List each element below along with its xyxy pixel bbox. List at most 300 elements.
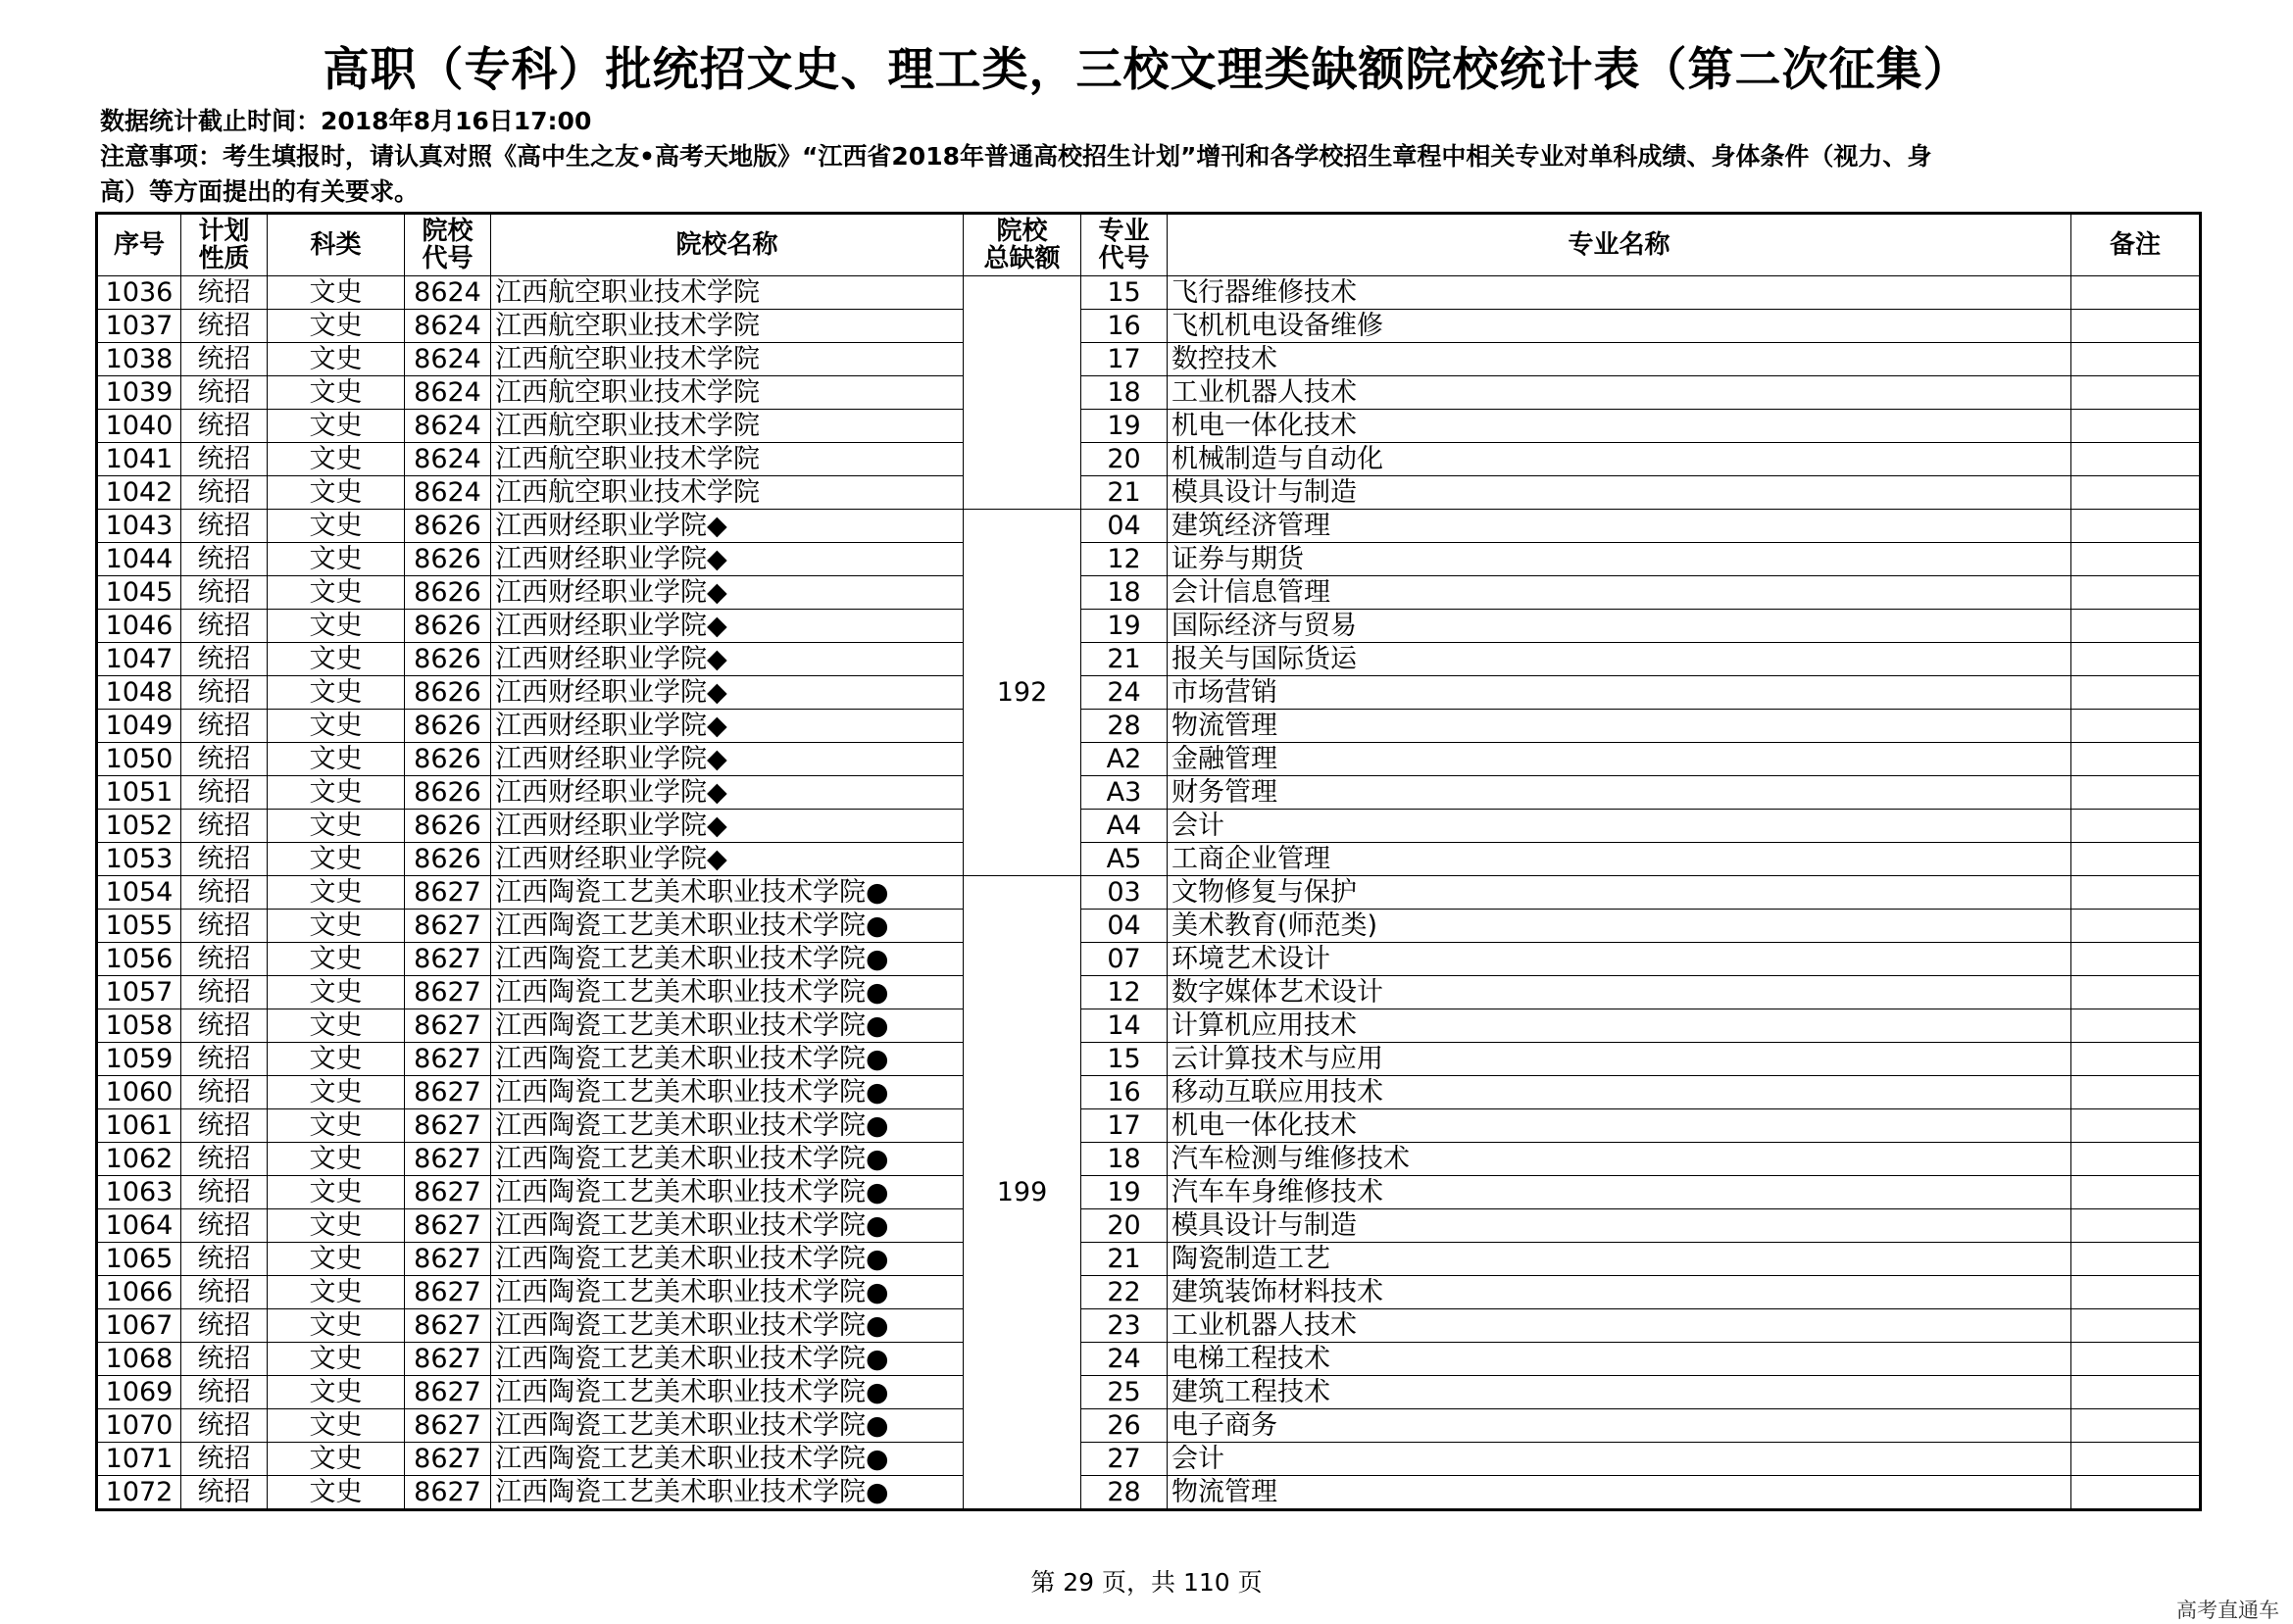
- cell-major-code: 20: [1081, 1209, 1168, 1243]
- table-row: [97, 1243, 2201, 1276]
- cell-school-code: 8627: [405, 1376, 491, 1409]
- table-row: [97, 643, 2201, 676]
- cell-major-code: 14: [1081, 1009, 1168, 1043]
- cell-category: 文史: [268, 1409, 405, 1443]
- cell-school-code: 8627: [405, 1176, 491, 1209]
- cell-school-name: 江西财经职业学院◆: [491, 743, 964, 776]
- cell-school-code: 8627: [405, 910, 491, 943]
- cell-school-name: 江西陶瓷工艺美术职业技术学院●: [491, 1109, 964, 1143]
- cell-major-name: 物流管理: [1168, 710, 2071, 743]
- cell-school-code: 8624: [405, 476, 491, 510]
- cell-school-code: 8626: [405, 543, 491, 576]
- cell-major-code: A2: [1081, 743, 1168, 776]
- cell-seq: 1040: [97, 410, 181, 443]
- cell-major-name: 市场营销: [1168, 676, 2071, 710]
- table-row: [97, 576, 2201, 610]
- cell-major-name: 数控技术: [1168, 343, 2071, 376]
- table-row: [97, 1009, 2201, 1043]
- cell-seq: 1041: [97, 443, 181, 476]
- cell-plan: 统招: [181, 543, 268, 576]
- cell-seq: 1037: [97, 310, 181, 343]
- cell-school-name: 江西陶瓷工艺美术职业技术学院●: [491, 1076, 964, 1109]
- cell-school-code: 8627: [405, 1243, 491, 1276]
- table-row: [97, 1076, 2201, 1109]
- table-row: [97, 310, 2201, 343]
- cell-remark: [2071, 576, 2201, 610]
- cell-school-name: 江西陶瓷工艺美术职业技术学院●: [491, 1343, 964, 1376]
- cell-school-name: 江西财经职业学院◆: [491, 643, 964, 676]
- cell-school-code: 8624: [405, 310, 491, 343]
- cell-remark: [2071, 776, 2201, 810]
- cell-school-code: 8624: [405, 343, 491, 376]
- table-row: [97, 843, 2201, 876]
- cell-remark: [2071, 610, 2201, 643]
- cell-remark: [2071, 376, 2201, 410]
- cell-major-name: 国际经济与贸易: [1168, 610, 2071, 643]
- cell-school-code: 8624: [405, 443, 491, 476]
- table-row: [97, 476, 2201, 510]
- cell-school-code: 8626: [405, 843, 491, 876]
- cell-major-code: 15: [1081, 1043, 1168, 1076]
- cell-school-code: 8627: [405, 876, 491, 910]
- cell-school-code: 8626: [405, 576, 491, 610]
- cell-school-code: 8627: [405, 1109, 491, 1143]
- cell-school-code: 8627: [405, 1043, 491, 1076]
- cell-major-code: 03: [1081, 876, 1168, 910]
- cell-major-code: 20: [1081, 443, 1168, 476]
- cell-plan: 统招: [181, 276, 268, 310]
- cell-remark: [2071, 1476, 2201, 1510]
- cell-category: 文史: [268, 810, 405, 843]
- cell-school-code: 8627: [405, 1276, 491, 1309]
- cell-plan: 统招: [181, 310, 268, 343]
- table-row: [97, 810, 2201, 843]
- cell-seq: 1067: [97, 1309, 181, 1343]
- table-row: [97, 910, 2201, 943]
- table-body: [97, 276, 2201, 1510]
- cell-school-name: 江西财经职业学院◆: [491, 776, 964, 810]
- cell-school-name: 江西航空职业技术学院: [491, 476, 964, 510]
- table-row: [97, 1176, 2201, 1209]
- cell-school-name: 江西航空职业技术学院: [491, 410, 964, 443]
- cell-major-code: 07: [1081, 943, 1168, 976]
- cell-remark: [2071, 876, 2201, 910]
- cell-remark: [2071, 1343, 2201, 1376]
- cell-seq: 1057: [97, 976, 181, 1009]
- cell-seq: 1050: [97, 743, 181, 776]
- cell-school-code: 8624: [405, 410, 491, 443]
- cell-school-code: 8627: [405, 1209, 491, 1243]
- cell-school-vacancy: [964, 276, 1081, 510]
- cell-major-name: 计算机应用技术: [1168, 1009, 2071, 1043]
- cell-major-code: 19: [1081, 1176, 1168, 1209]
- cell-category: 文史: [268, 1309, 405, 1343]
- header-major-code: 专业 代号: [1081, 214, 1168, 276]
- cell-school-name: 江西航空职业技术学院: [491, 443, 964, 476]
- cell-remark: [2071, 843, 2201, 876]
- cell-remark: [2071, 1009, 2201, 1043]
- cell-plan: 统招: [181, 910, 268, 943]
- cell-seq: 1039: [97, 376, 181, 410]
- cell-major-code: 28: [1081, 1476, 1168, 1510]
- table-row: [97, 276, 2201, 310]
- cell-remark: [2071, 1143, 2201, 1176]
- cell-remark: [2071, 276, 2201, 310]
- cell-remark: [2071, 1443, 2201, 1476]
- cell-school-name: 江西财经职业学院◆: [491, 843, 964, 876]
- cell-category: 文史: [268, 1109, 405, 1143]
- cell-category: 文史: [268, 643, 405, 676]
- cell-plan: 统招: [181, 843, 268, 876]
- cell-remark: [2071, 443, 2201, 476]
- cell-plan: 统招: [181, 743, 268, 776]
- cell-category: 文史: [268, 410, 405, 443]
- cell-seq: 1061: [97, 1109, 181, 1143]
- cell-major-code: 21: [1081, 643, 1168, 676]
- cell-seq: 1055: [97, 910, 181, 943]
- cell-school-code: 8627: [405, 1309, 491, 1343]
- cell-category: 文史: [268, 543, 405, 576]
- cell-major-name: 会计: [1168, 810, 2071, 843]
- cell-major-code: 19: [1081, 410, 1168, 443]
- cell-remark: [2071, 1076, 2201, 1109]
- cell-major-name: 报关与国际货运: [1168, 643, 2071, 676]
- cell-major-code: 04: [1081, 910, 1168, 943]
- cell-major-name: 物流管理: [1168, 1476, 2071, 1510]
- cell-remark: [2071, 810, 2201, 843]
- cell-major-name: 移动互联应用技术: [1168, 1076, 2071, 1109]
- cell-remark: [2071, 1243, 2201, 1276]
- cell-school-name: 江西陶瓷工艺美术职业技术学院●: [491, 1376, 964, 1409]
- cell-plan: 统招: [181, 1209, 268, 1243]
- cell-remark: [2071, 976, 2201, 1009]
- cell-school-code: 8627: [405, 1409, 491, 1443]
- cell-school-code: 8626: [405, 776, 491, 810]
- table-header-row: [97, 214, 2201, 276]
- cell-school-code: 8627: [405, 1476, 491, 1510]
- cell-plan: 统招: [181, 343, 268, 376]
- cell-plan: 统招: [181, 1443, 268, 1476]
- cell-category: 文史: [268, 576, 405, 610]
- cell-major-code: 25: [1081, 1376, 1168, 1409]
- cell-category: 文史: [268, 1243, 405, 1276]
- cell-plan: 统招: [181, 676, 268, 710]
- cell-major-code: 16: [1081, 310, 1168, 343]
- table-row: [97, 1209, 2201, 1243]
- cell-category: 文史: [268, 710, 405, 743]
- cell-seq: 1049: [97, 710, 181, 743]
- cell-plan: 统招: [181, 643, 268, 676]
- cell-major-code: 18: [1081, 576, 1168, 610]
- cell-seq: 1072: [97, 1476, 181, 1510]
- header-remark: 备注: [2071, 214, 2201, 276]
- cell-remark: [2071, 1209, 2201, 1243]
- cell-plan: 统招: [181, 1409, 268, 1443]
- cell-major-code: 16: [1081, 1076, 1168, 1109]
- cell-category: 文史: [268, 510, 405, 543]
- cell-major-code: 18: [1081, 376, 1168, 410]
- cell-plan: 统招: [181, 776, 268, 810]
- cell-major-code: 28: [1081, 710, 1168, 743]
- cell-school-name: 江西陶瓷工艺美术职业技术学院●: [491, 1043, 964, 1076]
- table-row: [97, 376, 2201, 410]
- cell-major-name: 模具设计与制造: [1168, 476, 2071, 510]
- cell-remark: [2071, 1176, 2201, 1209]
- cell-school-name: 江西航空职业技术学院: [491, 376, 964, 410]
- cell-category: 文史: [268, 1143, 405, 1176]
- cell-remark: [2071, 1409, 2201, 1443]
- cell-major-name: 会计信息管理: [1168, 576, 2071, 610]
- cell-major-code: 15: [1081, 276, 1168, 310]
- cell-plan: 统招: [181, 1243, 268, 1276]
- table-row: [97, 1309, 2201, 1343]
- cell-remark: [2071, 1376, 2201, 1409]
- cell-plan: 统招: [181, 710, 268, 743]
- cell-seq: 1056: [97, 943, 181, 976]
- cell-remark: [2071, 310, 2201, 343]
- table-row: [97, 610, 2201, 643]
- cell-category: 文史: [268, 610, 405, 643]
- cell-seq: 1068: [97, 1343, 181, 1376]
- cell-plan: 统招: [181, 376, 268, 410]
- cell-school-name: 江西财经职业学院◆: [491, 543, 964, 576]
- cell-category: 文史: [268, 1476, 405, 1510]
- cell-major-code: A5: [1081, 843, 1168, 876]
- cell-category: 文史: [268, 1443, 405, 1476]
- cell-school-vacancy: 192: [964, 510, 1081, 876]
- cell-seq: 1054: [97, 876, 181, 910]
- cell-seq: 1066: [97, 1276, 181, 1309]
- table-row: [97, 1443, 2201, 1476]
- table-row: [97, 1043, 2201, 1076]
- cell-category: 文史: [268, 276, 405, 310]
- cell-category: 文史: [268, 1376, 405, 1409]
- table-row: [97, 676, 2201, 710]
- cell-school-code: 8626: [405, 810, 491, 843]
- cell-plan: 统招: [181, 1309, 268, 1343]
- cell-seq: 1071: [97, 1443, 181, 1476]
- cell-school-name: 江西财经职业学院◆: [491, 810, 964, 843]
- table-row: [97, 510, 2201, 543]
- cell-school-name: 江西财经职业学院◆: [491, 576, 964, 610]
- cell-plan: 统招: [181, 610, 268, 643]
- table-row: [97, 1343, 2201, 1376]
- cell-plan: 统招: [181, 443, 268, 476]
- cell-remark: [2071, 510, 2201, 543]
- table-row: [97, 1276, 2201, 1309]
- cell-plan: 统招: [181, 1376, 268, 1409]
- cell-major-name: 建筑装饰材料技术: [1168, 1276, 2071, 1309]
- cell-plan: 统招: [181, 1476, 268, 1510]
- cell-category: 文史: [268, 1176, 405, 1209]
- cell-category: 文史: [268, 476, 405, 510]
- cell-remark: [2071, 1276, 2201, 1309]
- cell-school-name: 江西航空职业技术学院: [491, 310, 964, 343]
- table-row: [97, 876, 2201, 910]
- cell-major-name: 汽车车身维修技术: [1168, 1176, 2071, 1209]
- header-school-vacancy: 院校 总缺额: [964, 214, 1081, 276]
- cell-major-name: 云计算技术与应用: [1168, 1043, 2071, 1076]
- cell-remark: [2071, 910, 2201, 943]
- cell-remark: [2071, 476, 2201, 510]
- cell-school-code: 8626: [405, 743, 491, 776]
- watermark: 高考直通车: [2176, 1599, 2279, 1622]
- cell-major-name: 环境艺术设计: [1168, 943, 2071, 976]
- cell-remark: [2071, 676, 2201, 710]
- cell-remark: [2071, 543, 2201, 576]
- cell-plan: 统招: [181, 410, 268, 443]
- cell-school-code: 8626: [405, 710, 491, 743]
- cell-plan: 统招: [181, 876, 268, 910]
- cell-remark: [2071, 710, 2201, 743]
- cell-major-code: 18: [1081, 1143, 1168, 1176]
- table-row: [97, 1376, 2201, 1409]
- cell-plan: 统招: [181, 1076, 268, 1109]
- cell-category: 文史: [268, 976, 405, 1009]
- cell-major-name: 工业机器人技术: [1168, 1309, 2071, 1343]
- cell-category: 文史: [268, 1209, 405, 1243]
- cell-school-name: 江西财经职业学院◆: [491, 510, 964, 543]
- cell-seq: 1036: [97, 276, 181, 310]
- cell-seq: 1046: [97, 610, 181, 643]
- cell-school-name: 江西陶瓷工艺美术职业技术学院●: [491, 910, 964, 943]
- cell-school-name: 江西财经职业学院◆: [491, 676, 964, 710]
- header-school-code: 院校 代号: [405, 214, 491, 276]
- cell-seq: 1065: [97, 1243, 181, 1276]
- cell-plan: 统招: [181, 510, 268, 543]
- cell-seq: 1063: [97, 1176, 181, 1209]
- cell-school-code: 8627: [405, 1143, 491, 1176]
- cell-seq: 1052: [97, 810, 181, 843]
- cell-school-name: 江西陶瓷工艺美术职业技术学院●: [491, 1476, 964, 1510]
- cell-major-name: 飞行器维修技术: [1168, 276, 2071, 310]
- page-number: 第 29 页，共 110 页: [1030, 1568, 1263, 1597]
- cell-seq: 1064: [97, 1209, 181, 1243]
- table-row: [97, 410, 2201, 443]
- cell-seq: 1060: [97, 1076, 181, 1109]
- cell-category: 文史: [268, 776, 405, 810]
- cell-school-name: 江西陶瓷工艺美术职业技术学院●: [491, 1009, 964, 1043]
- cell-seq: 1070: [97, 1409, 181, 1443]
- cell-category: 文史: [268, 743, 405, 776]
- cell-school-code: 8627: [405, 1443, 491, 1476]
- table-row: [97, 743, 2201, 776]
- cell-seq: 1059: [97, 1043, 181, 1076]
- cell-major-code: 26: [1081, 1409, 1168, 1443]
- cell-category: 文史: [268, 1076, 405, 1109]
- table-row: [97, 943, 2201, 976]
- notice-line-1: 注意事项：考生填报时，请认真对照《高中生之友•高考天地版》“江西省2018年普通高校招生计划”增刊和各学校招生章程中相关专业对单科成绩、身体条件（视力、身: [100, 142, 1932, 171]
- cutoff-time: 数据统计截止时间：2018年8月16日17:00: [100, 107, 592, 135]
- cell-seq: 1058: [97, 1009, 181, 1043]
- cell-major-name: 工业机器人技术: [1168, 376, 2071, 410]
- table-row: [97, 543, 2201, 576]
- vacancy-table: [95, 212, 2202, 1511]
- cell-major-code: 17: [1081, 1109, 1168, 1143]
- cell-major-name: 美术教育(师范类): [1168, 910, 2071, 943]
- cell-major-name: 模具设计与制造: [1168, 1209, 2071, 1243]
- cell-plan: 统招: [181, 810, 268, 843]
- cell-school-name: 江西航空职业技术学院: [491, 276, 964, 310]
- cell-category: 文史: [268, 1043, 405, 1076]
- cell-school-code: 8627: [405, 1076, 491, 1109]
- table-row: [97, 710, 2201, 743]
- cell-plan: 统招: [181, 476, 268, 510]
- cell-school-code: 8627: [405, 943, 491, 976]
- cell-plan: 统招: [181, 1109, 268, 1143]
- cell-school-code: 8626: [405, 510, 491, 543]
- cell-major-code: 21: [1081, 1243, 1168, 1276]
- cell-category: 文史: [268, 910, 405, 943]
- cell-seq: 1053: [97, 843, 181, 876]
- cell-school-code: 8627: [405, 1343, 491, 1376]
- cell-major-name: 工商企业管理: [1168, 843, 2071, 876]
- cell-category: 文史: [268, 676, 405, 710]
- cell-seq: 1048: [97, 676, 181, 710]
- table-row: [97, 443, 2201, 476]
- cell-category: 文史: [268, 1009, 405, 1043]
- cell-category: 文史: [268, 310, 405, 343]
- cell-major-code: 27: [1081, 1443, 1168, 1476]
- cell-school-code: 8624: [405, 376, 491, 410]
- cell-seq: 1043: [97, 510, 181, 543]
- cell-seq: 1038: [97, 343, 181, 376]
- cell-school-name: 江西陶瓷工艺美术职业技术学院●: [491, 876, 964, 910]
- cell-category: 文史: [268, 943, 405, 976]
- cell-school-code: 8627: [405, 976, 491, 1009]
- cell-seq: 1047: [97, 643, 181, 676]
- cell-plan: 统招: [181, 576, 268, 610]
- cell-remark: [2071, 643, 2201, 676]
- cell-plan: 统招: [181, 943, 268, 976]
- cell-remark: [2071, 1043, 2201, 1076]
- table-row: [97, 1143, 2201, 1176]
- cell-school-name: 江西陶瓷工艺美术职业技术学院●: [491, 1409, 964, 1443]
- cell-school-name: 江西财经职业学院◆: [491, 610, 964, 643]
- cell-major-code: 17: [1081, 343, 1168, 376]
- cell-school-name: 江西陶瓷工艺美术职业技术学院●: [491, 976, 964, 1009]
- cell-major-name: 电子商务: [1168, 1409, 2071, 1443]
- header-seq: 序号: [97, 214, 181, 276]
- cell-category: 文史: [268, 1343, 405, 1376]
- cell-plan: 统招: [181, 1009, 268, 1043]
- cell-major-name: 汽车检测与维修技术: [1168, 1143, 2071, 1176]
- cell-major-name: 财务管理: [1168, 776, 2071, 810]
- cell-remark: [2071, 1109, 2201, 1143]
- cell-seq: 1051: [97, 776, 181, 810]
- cell-major-name: 建筑经济管理: [1168, 510, 2071, 543]
- cell-school-name: 江西陶瓷工艺美术职业技术学院●: [491, 1443, 964, 1476]
- cell-major-code: 12: [1081, 543, 1168, 576]
- cell-category: 文史: [268, 443, 405, 476]
- table-row: [97, 1109, 2201, 1143]
- cell-school-name: 江西陶瓷工艺美术职业技术学院●: [491, 1209, 964, 1243]
- cell-major-name: 机电一体化技术: [1168, 1109, 2071, 1143]
- header-school-name: 院校名称: [491, 214, 964, 276]
- cell-major-name: 机电一体化技术: [1168, 410, 2071, 443]
- cell-major-code: 24: [1081, 676, 1168, 710]
- cell-major-code: 12: [1081, 976, 1168, 1009]
- cell-school-name: 江西陶瓷工艺美术职业技术学院●: [491, 1176, 964, 1209]
- cell-category: 文史: [268, 876, 405, 910]
- cell-major-name: 电梯工程技术: [1168, 1343, 2071, 1376]
- cell-major-name: 数字媒体艺术设计: [1168, 976, 2071, 1009]
- cell-school-name: 江西陶瓷工艺美术职业技术学院●: [491, 1143, 964, 1176]
- cell-major-name: 陶瓷制造工艺: [1168, 1243, 2071, 1276]
- cell-plan: 统招: [181, 1176, 268, 1209]
- cell-major-code: 04: [1081, 510, 1168, 543]
- cell-school-vacancy: 199: [964, 876, 1081, 1510]
